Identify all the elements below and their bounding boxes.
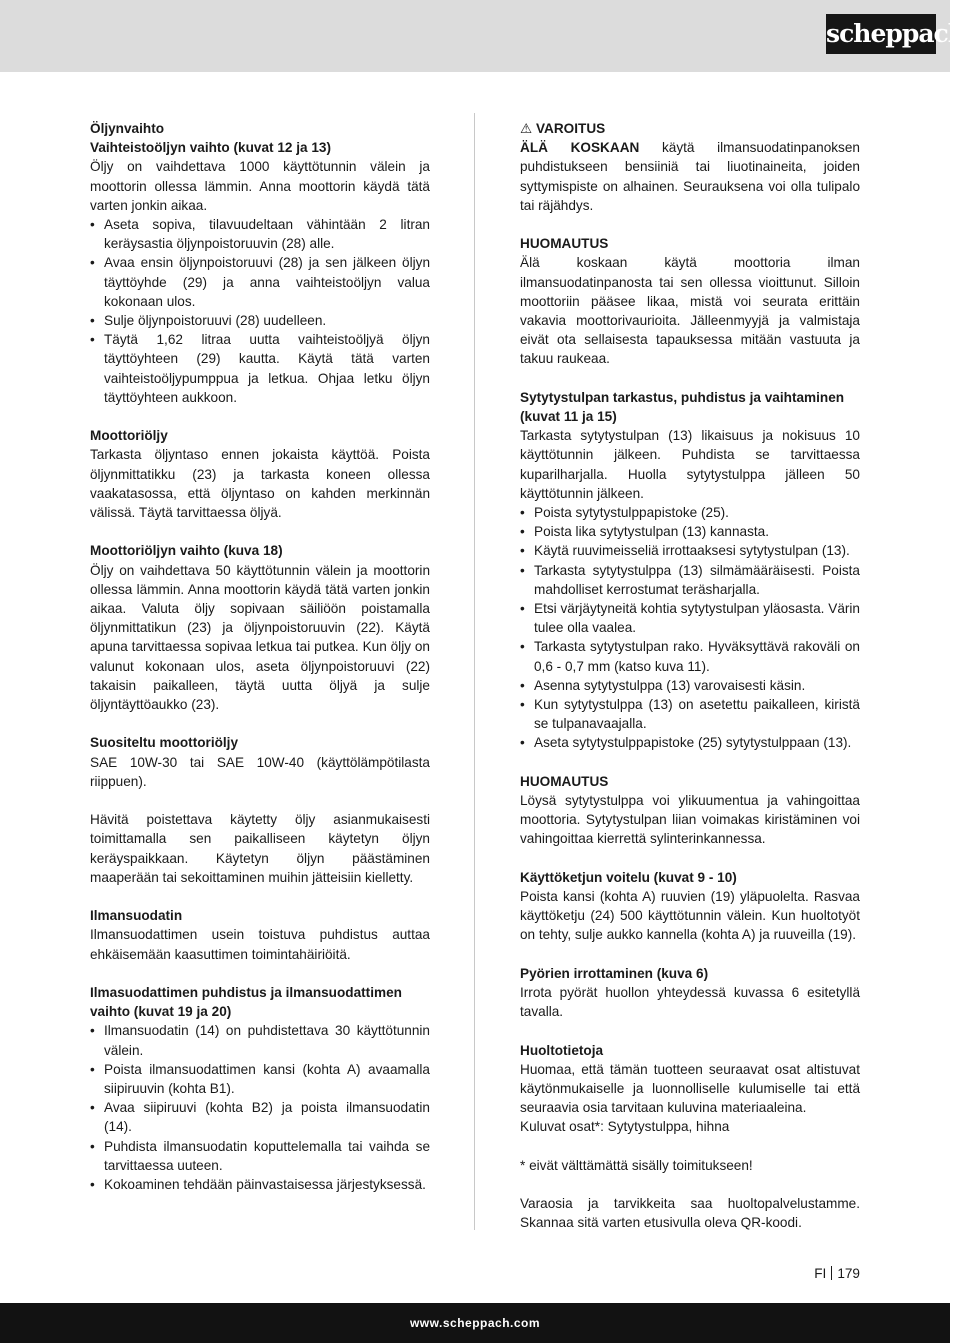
list-item: • Kun sytytystulppa (13) on asetettu paikalleen, kiristä se tulpanavaajalla. xyxy=(520,695,860,733)
footer-bar xyxy=(0,1303,950,1343)
page-number xyxy=(790,1264,860,1283)
warning-icon: ⚠ xyxy=(520,121,533,136)
list-item: • Kokoaminen tehdään päinvastaisessa järjestyksessä. xyxy=(90,1175,430,1194)
footer-url: www.scheppach.com xyxy=(409,1316,541,1330)
column-divider xyxy=(474,113,475,1230)
note2-heading: HUOMAUTUS xyxy=(520,773,609,789)
list-item: • Avaa ensin öljynpoistoruuvi (28) ja sen jälkeen öljyn täyttöyhde (29) ja anna vaihteistoöljyn valua kokonaan ulos. xyxy=(90,253,430,311)
list-item: • Asenna sytytystulppa (13) varovaisesti käsin. xyxy=(520,676,860,695)
warning-title: VAROITUS xyxy=(535,121,606,136)
page-language: FI xyxy=(814,1266,827,1281)
warning-text xyxy=(520,138,860,215)
footnote-text: * eivät välttämättä sisälly toimitukseen! xyxy=(520,1157,753,1173)
spark-plug-heading: Sytytystulpan tarkastus, puhdistus ja vaihtaminen (kuvat 11 ja 15) xyxy=(520,389,845,425)
wheels-text: Irrota pyörät huollon yhteydessä kuvassa 6 esitetyllä tavalla. xyxy=(520,985,860,1020)
oil-title: Öljynvaihto xyxy=(90,121,165,136)
header-bar xyxy=(0,0,965,72)
list-item: • Täytä 1,62 litraa uutta vaihteistoöljyä öljyn täyttöyhteen (29) kautta. Käytä tätä varten vaihteistoöljypumppua ja letkua. Ohjaa letku öljyn täyttöyhteen aukkoon. xyxy=(90,330,430,407)
engine-oil-heading: Moottoriöljy xyxy=(90,428,168,444)
warning-body: käytä ilmansuodatinpanoksen puhdistukseen bensiiniä tai liuotinaineita, joiden syttymispiste on alhainen. Seurauksena voi olla tulipalo tai räjähdys. xyxy=(520,140,860,213)
list-item: • Ilmansuodatin (14) on puhdistettava 30 käyttötunnin välein. xyxy=(90,1021,430,1059)
note1-heading: HUOMAUTUS xyxy=(520,236,609,252)
list-item: • Avaa siipiruuvi (kohta B2) ja poista ilmansuodatin (14). xyxy=(90,1098,430,1136)
air-filter-text: Ilmansuodattimen usein toistuva puhdistus auttaa ehkäisemään kaasuttimen toimintahäiriöitä. xyxy=(90,927,430,962)
spare-parts-text: Varaosia ja tarvikkeita saa huoltopalvelustamme. Skannaa sitä varten etusivulla oleva QR-koodi. xyxy=(520,1196,860,1231)
list-item: • Puhdista ilmansuodatin koputtelemalla tai vaihda se tarvittaessa uuteen. xyxy=(90,1137,430,1175)
list-item: • Käytä ruuvimeisseliä irrottaaksesi sytytystulpan (13). xyxy=(520,541,860,560)
service-text: Huomaa, että tämän tuotteen seuraavat osat altistuvat käytönmukaiselle ja luonnolliselle kulumiselle tai että seuraavia osia tarvitaan kuluvina materiaaleina. xyxy=(520,1061,860,1116)
left-column xyxy=(90,119,430,1194)
list-item: • Poista sytytystulppapistoke (25). xyxy=(520,503,860,522)
page-number-value: 179 xyxy=(837,1266,860,1281)
page-number-separator xyxy=(831,1266,832,1280)
engine-oil-text: Tarkasta öljyntaso ennen jokaista käyttöä. Poista öljynmittatikku (23) ja tarkasta koneen ollessa vaakatasossa, että öljyntaso on kahden merkinnän välissä. Täytä tarvittaessa öljyä. xyxy=(90,447,430,521)
note1-text: Älä koskaan käytä moottoria ilman ilmansuodatinpanosta tai sen ollessa vioittunut. Silloin moottoriin pääsee likaa, mistä voi seurata erittäin vakavia moottorivaurioita. Jälleenmyyjä ja valmistaja eivät ota sellaisesta tapauksessa mitään vastuuta ja takuu raukeaa. xyxy=(520,255,860,367)
spark-plug-list xyxy=(520,503,860,753)
engine-oil-change-text: Öljy on vaihdettava 50 käyttötunnin välein ja moottorin ollessa lämmin. Anna moottorin käydä tätä varten jonkin aikaa. Valuta öljy sopivaan säiliöön poistamalla öljynmittatikun (23) ja öljynpoistoruuvin (22). Käytä apuna tarvittaessa sopivaa letkua tai putkea. Kun öljy on valunut kokonaan ulos, aseta öljynpoistoruuvi (22) takaisin paikalleen, täytä uutta öljyä ja sulje öljyntäyttöaukko (23). xyxy=(90,562,430,713)
air-filter-heading: Ilmansuodatin xyxy=(90,908,183,924)
service-heading: Huoltotietoja xyxy=(520,1042,604,1058)
note2-text: Löysä sytytystulppa voi ylikuumentua ja vahingoittaa moottoria. Sytytystulpan liian voimakas kiristäminen voi vahingoittaa kierrettä sylinterinkannessa. xyxy=(520,793,860,847)
warning-heading xyxy=(520,119,860,138)
recommended-oil-text: SAE 10W-30 tai SAE 10W-40 (käyttölämpötilasta riippuen). xyxy=(90,754,430,789)
right-column xyxy=(520,119,860,1233)
list-item: • Poista ilmansuodattimen kansi (kohta A) avaamalla siipiruuvin (kohta B1). xyxy=(90,1060,430,1098)
gear-oil-list xyxy=(90,215,430,407)
brand-logo: scheppach xyxy=(826,14,936,54)
gear-oil-heading: Vaihteistoöljyn vaihto (kuvat 12 ja 13) xyxy=(90,140,331,156)
wheels-heading: Pyörien irrottaminen (kuva 6) xyxy=(520,965,709,981)
list-item: • Sulje öljynpoistoruuvi (28) uudelleen. xyxy=(90,311,430,330)
air-filter-list xyxy=(90,1021,430,1194)
warning-strong: ÄLÄ KOSKAAN xyxy=(520,140,640,156)
air-filter-clean-heading: Ilmasuodattimen puhdistus ja ilmansuodattimen vaihto (kuvat 19 ja 20) xyxy=(90,985,402,1020)
list-item: • Poista lika sytytystulpan (13) kannasta. xyxy=(520,522,860,541)
engine-oil-change-heading: Moottoriöljyn vaihto (kuva 18) xyxy=(90,543,283,559)
spark-plug-text: Tarkasta sytytystulpan (13) likaisuus ja nokisuus 10 käyttötunnin jälkeen. Puhdista se tarvittaessa kuparilharjalla. Huolla sytytystulppa jälleen 50 käyttötunnin jälkeen. xyxy=(520,428,860,501)
wear-parts-text: Kuluvat osat*: Sytytystulppa, hihna xyxy=(520,1119,730,1135)
chain-heading: Käyttöketjun voitelu (kuvat 9 - 10) xyxy=(520,869,737,885)
recommended-oil-heading: Suositeltu moottoriöljy xyxy=(90,735,239,751)
oil-disposal-text: Hävitä poistettava käytetty öljy asianmukaisesti toimittamalla sen paikalliseen käytetyn öljyn keräyspaikkaan. Käytetyn öljyn päästäminen maaperään tai sekoittaminen muihin jätteisiin kielletty. xyxy=(90,812,430,885)
list-item: • Tarkasta sytytystulpan rako. Hyväksyttävä rakoväli on 0,6 - 0,7 mm (katso kuva 11). xyxy=(520,637,860,675)
chain-text: Poista kansi (kohta A) ruuvien (19) yläpuolelta. Rasvaa käyttöketju (24) 500 käyttötunnin välein. Kun huoltotyöt on tehty, sulje aukko kannella (kohta A) ja ruuveilla (19). xyxy=(520,889,860,943)
list-item: • Aseta sytytystulppapistoke (25) sytytystulppaan (13). xyxy=(520,733,860,752)
gear-oil-text: Öljy on vaihdettava 1000 käyttötunnin välein ja moottorin ollessa lämmin. Anna moottorin käydä tätä varten jonkin aikaa. xyxy=(90,159,430,213)
list-item: • Aseta sopiva, tilavuudeltaan vähintään 2 litran keräysastia öljynpoistoruuvin (28) alle. xyxy=(90,215,430,253)
list-item: • Tarkasta sytytystulppa (13) silmämääräisesti. Poista mahdolliset kerrostumat teräsharjalla. xyxy=(520,561,860,599)
list-item: • Etsi värjäytyneitä kohtia sytytystulpan yläosasta. Värin tulee olla vaalea. xyxy=(520,599,860,637)
